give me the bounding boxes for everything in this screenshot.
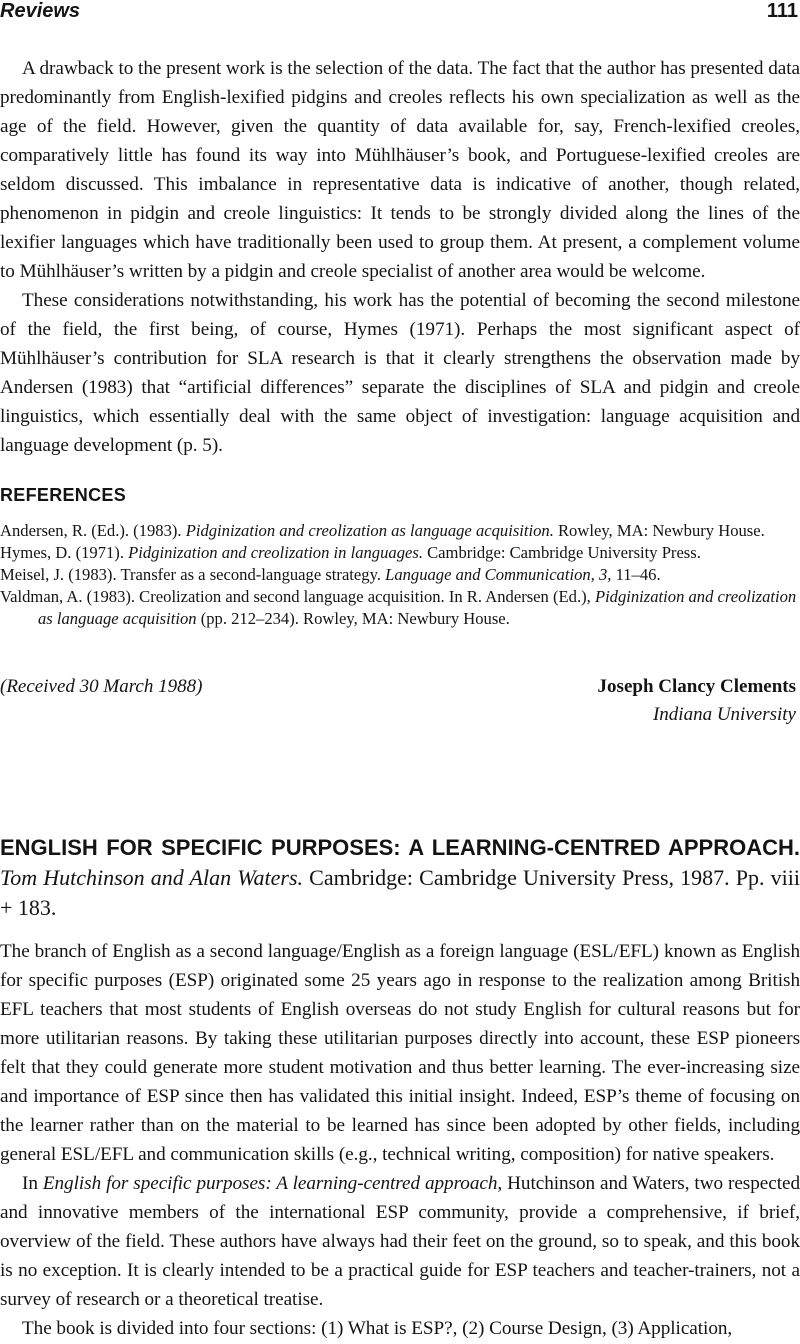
reference-text: Valdman, A. (1983). Creolization and second language acquisition. In R. Andersen (Ed.),	[0, 587, 595, 606]
reference-text: 11–46.	[611, 565, 661, 584]
paragraph: The branch of English as a second language/English as a foreign language (ESL/EFL) known as English for specific purposes (ESP) originated some 25 years ago in response to the realization among British EFL teachers that most students of English overseas do not study English for cultural reasons but for more utilitarian reasons. By taking these utilitarian purposes directly into account, these ESP pioneers felt that they could generate more student motivation and thus better learning. The ever-increasing size and importance of ESP since then has validated this initial insight. Indeed, ESP’s theme of focusing on the learner rather than on the material to be learned has since been adopted by other fields, including general ESL/EFL and communication skills (e.g., technical writing, composition) for native speakers.	[0, 941, 800, 1165]
book-publication: Cambridge: Cambridge University Press, 1987. Pp. viii + 183.	[0, 865, 800, 920]
reference-title: Pidginization and creolization as language acquisition	[38, 587, 797, 628]
reference-item	[0, 520, 800, 542]
running-head-section: Reviews	[0, 0, 81, 22]
review-body	[0, 937, 800, 1343]
reference-title: Language and Communication, 3,	[385, 565, 612, 584]
references-heading: REFERENCES	[0, 485, 127, 505]
reference-text: Rowley, MA: Newbury House.	[553, 521, 765, 540]
received-date: (Received 30 March 1988)	[0, 676, 203, 697]
paragraph: These considerations notwithstanding, his work has the potential of becoming the second milestone of the field, the first being, of course, Hymes (1971). Perhaps the most significant aspect of Mühlhäuser’s contribution for SLA research is that it clearly strengthens the observation made by Andersen (1983) that “artificial differences” separate the disciplines of SLA and pidgin and creole linguistics, which essentially deal with the same object of investigation: language acquisition and language development (p. 5).	[0, 290, 800, 456]
intro-text	[0, 54, 800, 460]
book-title-reference: English for specific purposes: A learning-centred approach,	[42, 1173, 503, 1194]
review-signature	[0, 676, 800, 728]
page-number: 111	[766, 0, 798, 22]
reference-text: Cambridge: Cambridge University Press.	[422, 543, 701, 562]
paragraph-text: Hutchinson and Waters, two respected and innovative members of the international ESP community, provide a comprehensive, if brief, overview of the field. These authors have always had their feet on the ground, so to speak, and this book is no exception. It is clearly intended to be a practical guide for ESP teachers and teacher-trainers, not a survey of research or a theoretical treatise.	[0, 1173, 800, 1310]
reference-text: (pp. 212–234). Rowley, MA: Newbury House.	[196, 609, 510, 628]
book-title: ENGLISH FOR SPECIFIC PURPOSES: A LEARNING-CENTRED APPROACH.	[0, 835, 800, 860]
reference-title: Pidginization and creolization in languages.	[128, 543, 423, 562]
paragraph: A drawback to the present work is the selection of the data. The fact that the author has presented data predominantly from English-lexified pidgins and creoles reflects his own specialization as well as the age of the field. However, given the quantity of data available for, say, French-lexified creoles, comparatively little has found its way into Mühlhäuser’s book, and Portuguese-lexified creoles are seldom discussed. This imbalance in representative data is indicative of another, though related, phenomenon in pidgin and creole linguistics: It tends to be strongly divided along the lines of the lexifier languages which have traditionally been used to group them. At present, a complement volume to Mühlhäuser’s written by a pidgin and creole specialist of another area would be welcome.	[0, 58, 800, 282]
reference-text: Meisel, J. (1983). Transfer as a second-language strategy.	[0, 565, 386, 584]
reference-item	[0, 542, 800, 564]
book-authors: Tom Hutchinson and Alan Waters.	[0, 865, 304, 890]
reviewer-name: Joseph Clancy Clements	[597, 676, 796, 697]
paragraph: The book is divided into four sections: (1) What is ESP?, (2) Course Design, (3) Application,	[22, 1318, 733, 1339]
reviewer-affiliation: Indiana University	[652, 704, 796, 725]
running-head	[0, 0, 800, 24]
reference-title: Pidginization and creolization as language acquisition.	[185, 521, 554, 540]
paragraph	[0, 1169, 800, 1314]
reference-text: Hymes, D. (1971).	[0, 543, 129, 562]
reference-item	[0, 586, 800, 630]
reference-text: Andersen, R. (Ed.). (1983).	[0, 521, 186, 540]
reference-list	[0, 520, 800, 630]
paragraph-text: In	[22, 1173, 43, 1194]
review-heading	[0, 833, 800, 923]
reference-item	[0, 564, 800, 586]
